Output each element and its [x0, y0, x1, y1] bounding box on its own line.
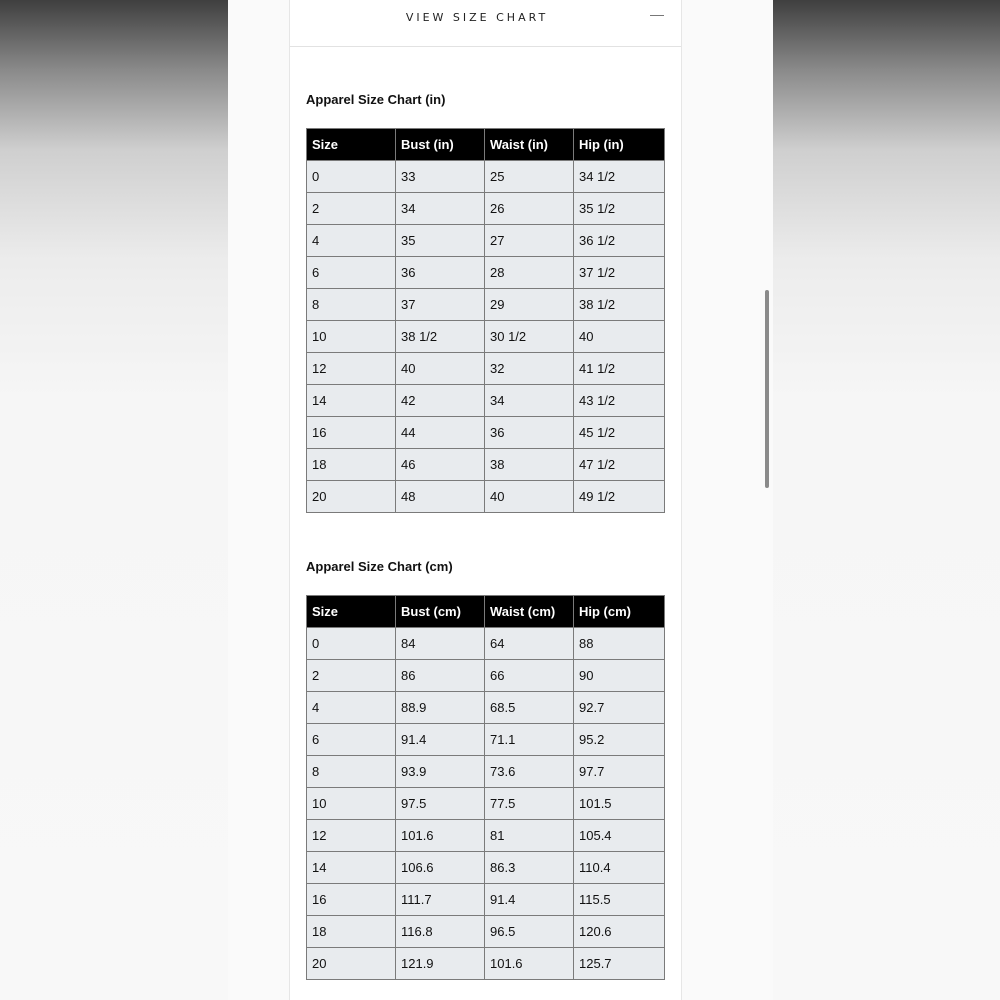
table-row: [307, 417, 665, 449]
table-row: [307, 852, 665, 884]
column-header: Waist (in): [485, 129, 574, 161]
table-cell: 35 1/2: [574, 193, 665, 225]
inch-chart-title: Apparel Size Chart (in): [306, 92, 446, 107]
table-cell: 48: [396, 481, 485, 513]
table-cell: 16: [307, 884, 396, 916]
table-cell: 125.7: [574, 948, 665, 980]
table-row: [307, 257, 665, 289]
table-cell: 18: [307, 449, 396, 481]
table-cell: 28: [485, 257, 574, 289]
table-cell: 88: [574, 628, 665, 660]
table-cell: 40: [396, 353, 485, 385]
cm-size-table: [306, 595, 665, 980]
table-cell: 101.6: [396, 820, 485, 852]
table-cell: 77.5: [485, 788, 574, 820]
column-header: Hip (cm): [574, 596, 665, 628]
table-row: [307, 481, 665, 513]
table-cell: 14: [307, 385, 396, 417]
column-header: Bust (cm): [396, 596, 485, 628]
table-cell: 45 1/2: [574, 417, 665, 449]
column-header: Size: [307, 129, 396, 161]
table-cell: 34: [396, 193, 485, 225]
table-cell: 96.5: [485, 916, 574, 948]
table-cell: 20: [307, 481, 396, 513]
table-row: [307, 289, 665, 321]
size-chart-accordion-header[interactable]: [290, 0, 681, 47]
table-cell: 38: [485, 449, 574, 481]
table-row: [307, 756, 665, 788]
table-cell: 36 1/2: [574, 225, 665, 257]
table-cell: 36: [485, 417, 574, 449]
table-cell: 73.6: [485, 756, 574, 788]
column-header: Bust (in): [396, 129, 485, 161]
table-header-row: [307, 129, 665, 161]
table-cell: 10: [307, 788, 396, 820]
table-row: [307, 449, 665, 481]
table-cell: 47 1/2: [574, 449, 665, 481]
table-cell: 101.5: [574, 788, 665, 820]
table-cell: 120.6: [574, 916, 665, 948]
table-cell: 81: [485, 820, 574, 852]
table-cell: 93.9: [396, 756, 485, 788]
table-cell: 14: [307, 852, 396, 884]
table-cell: 8: [307, 289, 396, 321]
table-row: [307, 724, 665, 756]
table-cell: 97.5: [396, 788, 485, 820]
table-cell: 40: [485, 481, 574, 513]
table-cell: 68.5: [485, 692, 574, 724]
accordion-title: VIEW SIZE CHART: [405, 11, 549, 24]
table-cell: 6: [307, 724, 396, 756]
table-cell: 37 1/2: [574, 257, 665, 289]
table-cell: 42: [396, 385, 485, 417]
table-cell: 36: [396, 257, 485, 289]
table-cell: 0: [307, 628, 396, 660]
table-cell: 110.4: [574, 852, 665, 884]
table-row: [307, 788, 665, 820]
table-row: [307, 916, 665, 948]
table-cell: 115.5: [574, 884, 665, 916]
table-row: [307, 948, 665, 980]
table-cell: 16: [307, 417, 396, 449]
table-row: [307, 225, 665, 257]
table-cell: 95.2: [574, 724, 665, 756]
table-cell: 4: [307, 692, 396, 724]
column-header: Size: [307, 596, 396, 628]
table-cell: 10: [307, 321, 396, 353]
table-cell: 106.6: [396, 852, 485, 884]
table-cell: 86.3: [485, 852, 574, 884]
inch-size-table: [306, 128, 665, 513]
table-cell: 0: [307, 161, 396, 193]
table-cell: 34: [485, 385, 574, 417]
table-cell: 25: [485, 161, 574, 193]
table-cell: 38 1/2: [574, 289, 665, 321]
table-row: [307, 353, 665, 385]
cm-chart-title: Apparel Size Chart (cm): [306, 559, 453, 574]
table-cell: 71.1: [485, 724, 574, 756]
table-row: [307, 692, 665, 724]
table-cell: 91.4: [396, 724, 485, 756]
table-row: [307, 628, 665, 660]
table-cell: 32: [485, 353, 574, 385]
table-cell: 34 1/2: [574, 161, 665, 193]
table-cell: 92.7: [574, 692, 665, 724]
table-cell: 20: [307, 948, 396, 980]
table-cell: 91.4: [485, 884, 574, 916]
column-header: Waist (cm): [485, 596, 574, 628]
table-cell: 66: [485, 660, 574, 692]
table-cell: 18: [307, 916, 396, 948]
table-cell: 86: [396, 660, 485, 692]
table-header-row: [307, 596, 665, 628]
table-cell: 41 1/2: [574, 353, 665, 385]
table-cell: 38 1/2: [396, 321, 485, 353]
table-cell: 30 1/2: [485, 321, 574, 353]
table-row: [307, 820, 665, 852]
table-cell: 4: [307, 225, 396, 257]
table-row: [307, 385, 665, 417]
table-cell: 43 1/2: [574, 385, 665, 417]
table-cell: 2: [307, 660, 396, 692]
table-cell: 26: [485, 193, 574, 225]
table-cell: 88.9: [396, 692, 485, 724]
table-cell: 40: [574, 321, 665, 353]
table-cell: 8: [307, 756, 396, 788]
table-cell: 97.7: [574, 756, 665, 788]
table-cell: 35: [396, 225, 485, 257]
table-cell: 44: [396, 417, 485, 449]
table-row: [307, 321, 665, 353]
size-chart-panel: [289, 0, 682, 1000]
table-cell: 64: [485, 628, 574, 660]
scrollbar[interactable]: [765, 290, 769, 488]
table-cell: 2: [307, 193, 396, 225]
table-row: [307, 193, 665, 225]
table-cell: 84: [396, 628, 485, 660]
table-cell: 29: [485, 289, 574, 321]
table-cell: 49 1/2: [574, 481, 665, 513]
table-row: [307, 884, 665, 916]
table-cell: 111.7: [396, 884, 485, 916]
table-cell: 90: [574, 660, 665, 692]
table-cell: 46: [396, 449, 485, 481]
column-header: Hip (in): [574, 129, 665, 161]
table-cell: 37: [396, 289, 485, 321]
table-cell: 6: [307, 257, 396, 289]
table-cell: 33: [396, 161, 485, 193]
table-cell: 105.4: [574, 820, 665, 852]
table-row: [307, 161, 665, 193]
table-cell: 121.9: [396, 948, 485, 980]
table-cell: 27: [485, 225, 574, 257]
table-cell: 116.8: [396, 916, 485, 948]
table-row: [307, 660, 665, 692]
minus-icon[interactable]: [650, 15, 664, 16]
table-cell: 12: [307, 353, 396, 385]
table-cell: 101.6: [485, 948, 574, 980]
table-cell: 12: [307, 820, 396, 852]
